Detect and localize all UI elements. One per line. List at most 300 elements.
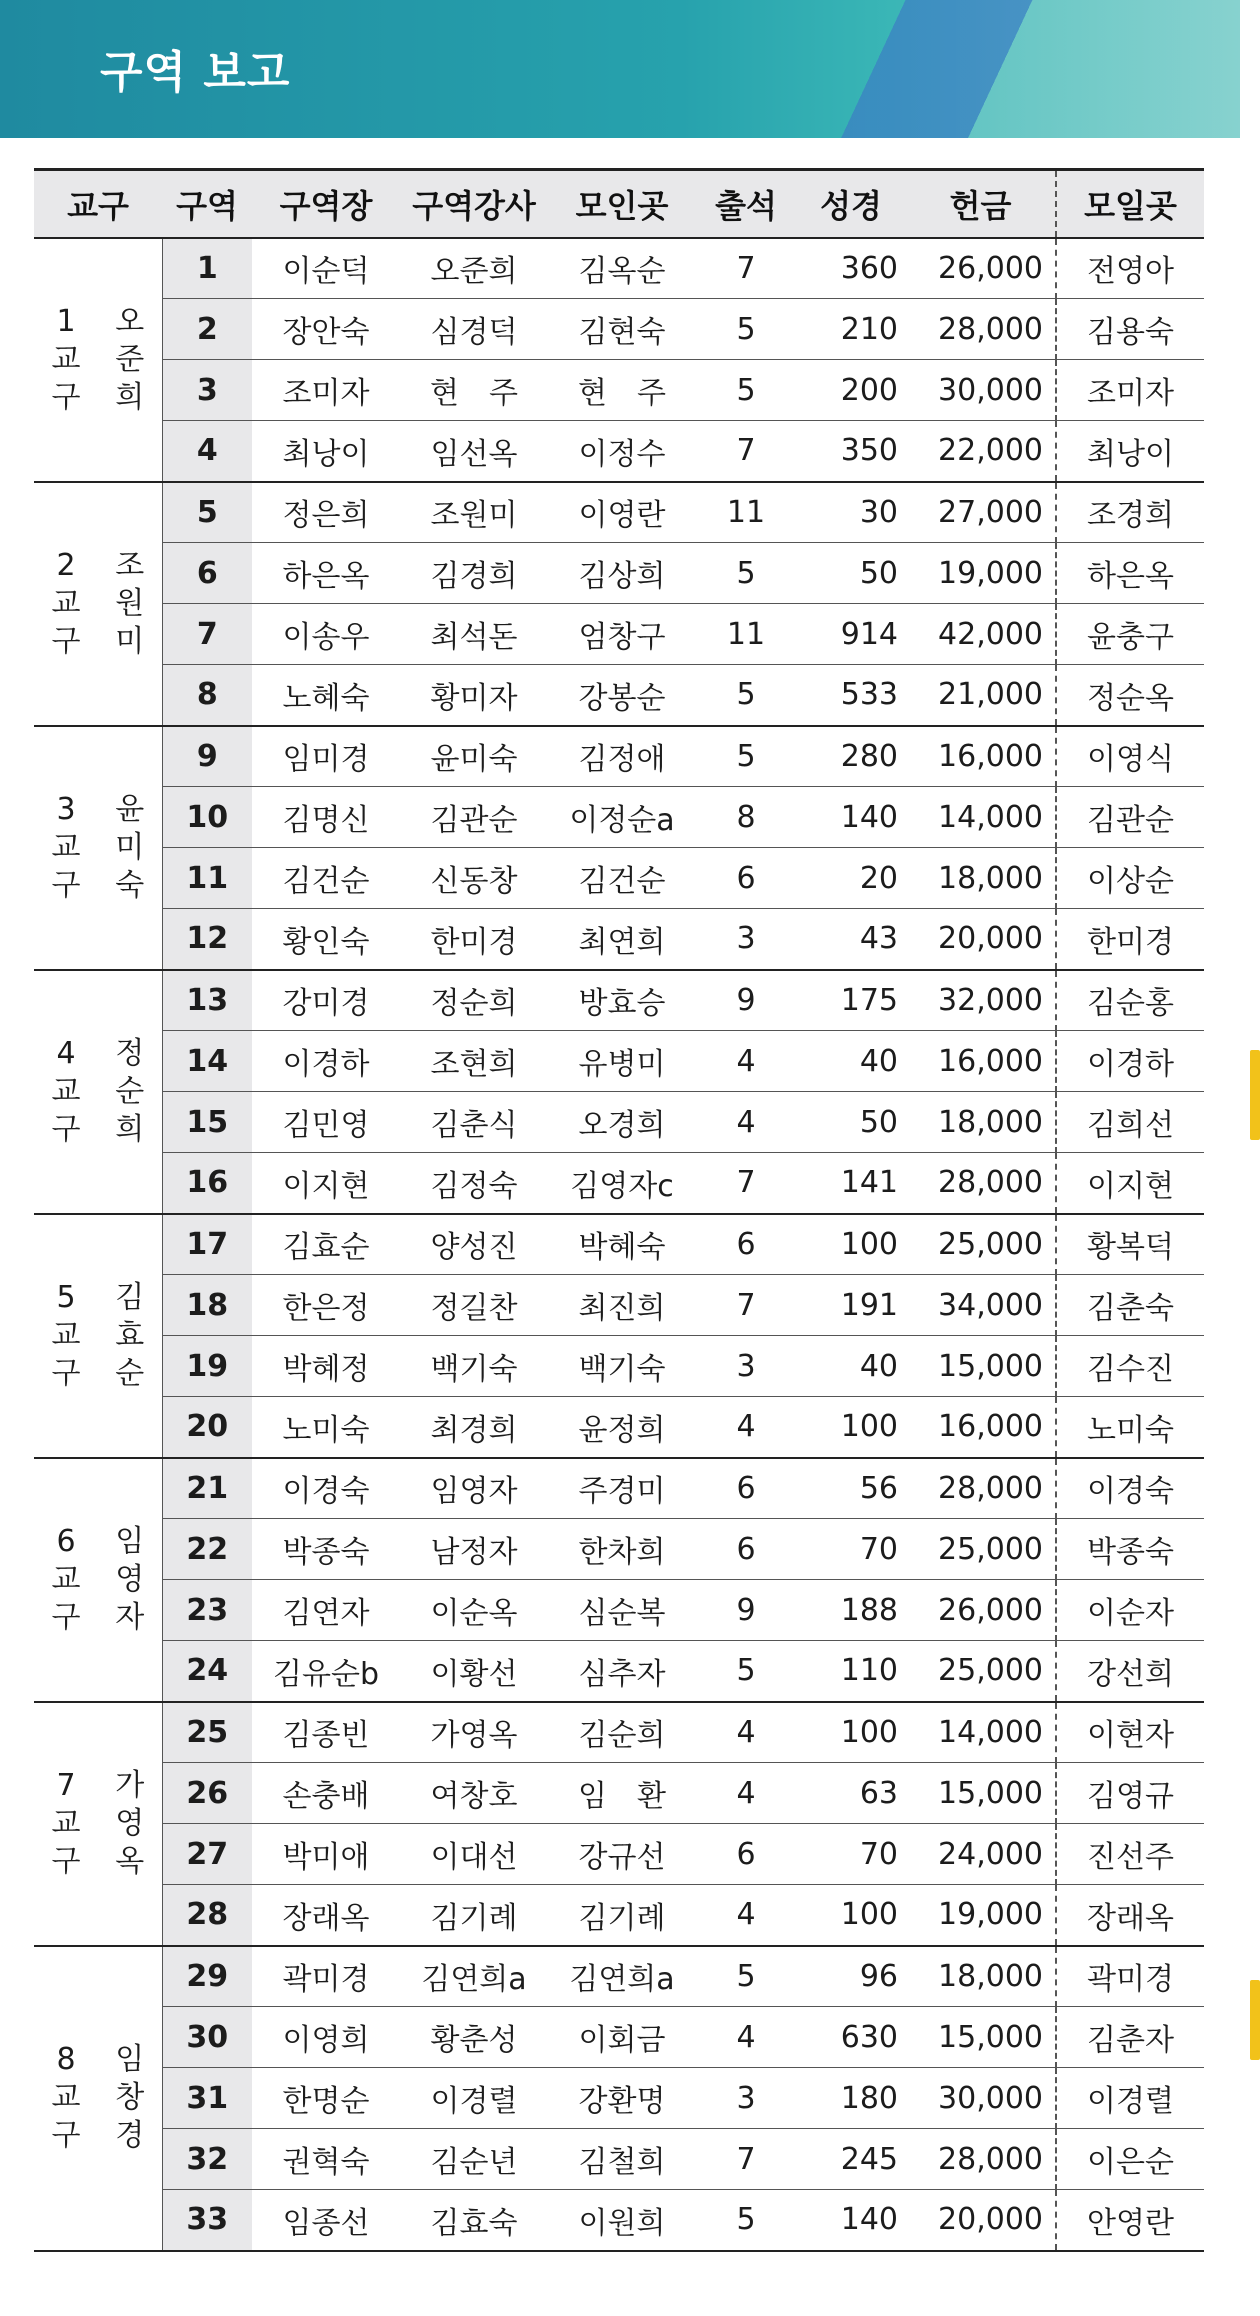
next-meeting-place-cell: 안영란	[1056, 2190, 1204, 2251]
district-number-cell: 17	[162, 1214, 252, 1275]
gyogu-leader-name	[98, 726, 162, 970]
meeting-place-cell: 박혜숙	[548, 1214, 696, 1275]
district-instructor-cell: 신동창	[400, 848, 548, 909]
next-meeting-place-cell: 조미자	[1056, 360, 1204, 421]
bible-reading-cell: 43	[796, 909, 906, 970]
attendance-cell: 7	[696, 238, 796, 299]
offering-cell: 30,000	[906, 2068, 1056, 2129]
offering-cell: 20,000	[906, 909, 1056, 970]
offering-cell: 28,000	[906, 299, 1056, 360]
table-row	[34, 1824, 1204, 1885]
table-row	[34, 604, 1204, 665]
bible-reading-cell: 100	[796, 1885, 906, 1946]
district-number-cell: 32	[162, 2129, 252, 2190]
district-leader-cell: 황인숙	[252, 909, 400, 970]
next-meeting-place-cell: 김춘숙	[1056, 1275, 1204, 1336]
gyogu-label-char: 교	[51, 1317, 81, 1353]
next-meeting-place-cell: 이경숙	[1056, 1458, 1204, 1519]
district-leader-cell: 최낭이	[252, 421, 400, 482]
offering-cell: 18,000	[906, 848, 1056, 909]
gyogu-leader-char: 옥	[115, 1843, 145, 1879]
district-leader-cell: 노미숙	[252, 1397, 400, 1458]
attendance-cell: 5	[696, 665, 796, 726]
gyogu-label-char: 구	[51, 1355, 81, 1391]
attendance-cell: 7	[696, 421, 796, 482]
district-number-cell: 5	[162, 482, 252, 543]
offering-cell: 25,000	[906, 1641, 1056, 1702]
header-guyeok: 구역	[162, 170, 252, 238]
gyogu-leader-char: 영	[115, 1805, 145, 1841]
gyogu-leader-char: 미	[115, 829, 145, 865]
gyogu-label-char: 교	[51, 1073, 81, 1109]
gyogu-label	[34, 482, 98, 726]
gyogu-leader-char: 자	[115, 1599, 145, 1635]
district-number-cell: 25	[162, 1702, 252, 1763]
district-number-cell: 33	[162, 2190, 252, 2251]
bible-reading-cell: 50	[796, 1092, 906, 1153]
offering-cell: 28,000	[906, 1458, 1056, 1519]
meeting-place-cell: 강규선	[548, 1824, 696, 1885]
district-number-cell: 28	[162, 1885, 252, 1946]
district-number-cell: 9	[162, 726, 252, 787]
gyogu-label-char: 7	[56, 1767, 76, 1803]
district-instructor-cell: 김관순	[400, 787, 548, 848]
district-number-cell: 2	[162, 299, 252, 360]
offering-cell: 15,000	[906, 1336, 1056, 1397]
district-number-cell: 23	[162, 1580, 252, 1641]
gyogu-label-char: 교	[51, 829, 81, 865]
table-row	[34, 1397, 1204, 1458]
district-leader-cell: 장안숙	[252, 299, 400, 360]
gyogu-label-char: 6	[56, 1523, 76, 1559]
district-leader-cell: 손충배	[252, 1763, 400, 1824]
meeting-place-cell: 주경미	[548, 1458, 696, 1519]
district-instructor-cell: 남정자	[400, 1519, 548, 1580]
attendance-cell: 5	[696, 2190, 796, 2251]
gyogu-leader-char: 순	[115, 1355, 145, 1391]
next-meeting-place-cell: 김용숙	[1056, 299, 1204, 360]
gyogu-leader-char: 미	[115, 623, 145, 659]
attendance-cell: 5	[696, 1946, 796, 2007]
next-meeting-place-cell: 김춘자	[1056, 2007, 1204, 2068]
next-meeting-place-cell: 김영규	[1056, 1763, 1204, 1824]
gyogu-leader-char: 준	[115, 341, 145, 377]
next-meeting-place-cell: 박종숙	[1056, 1519, 1204, 1580]
district-number-cell: 30	[162, 2007, 252, 2068]
district-leader-cell: 권혁숙	[252, 2129, 400, 2190]
district-instructor-cell: 황미자	[400, 665, 548, 726]
meeting-place-cell: 이정수	[548, 421, 696, 482]
page-edge-marker	[1250, 1980, 1260, 2060]
meeting-place-cell: 이정순a	[548, 787, 696, 848]
page-title: 구역 보고	[100, 47, 291, 98]
district-number-cell: 21	[162, 1458, 252, 1519]
district-number-cell: 12	[162, 909, 252, 970]
header-banner	[0, 0, 1240, 138]
meeting-place-cell: 오경희	[548, 1092, 696, 1153]
table-row	[34, 1946, 1204, 2007]
district-leader-cell: 박미애	[252, 1824, 400, 1885]
district-leader-cell: 김명신	[252, 787, 400, 848]
district-leader-cell: 이순덕	[252, 238, 400, 299]
gyogu-label	[34, 1214, 98, 1458]
gyogu-label-char: 3	[56, 791, 76, 827]
district-instructor-cell: 조현희	[400, 1031, 548, 1092]
table-row	[34, 2190, 1204, 2251]
meeting-place-cell: 최진희	[548, 1275, 696, 1336]
district-instructor-cell: 심경덕	[400, 299, 548, 360]
offering-cell: 18,000	[906, 1946, 1056, 2007]
attendance-cell: 4	[696, 1092, 796, 1153]
gyogu-label	[34, 726, 98, 970]
bible-reading-cell: 100	[796, 1397, 906, 1458]
meeting-place-cell: 강환명	[548, 2068, 696, 2129]
table-row	[34, 1580, 1204, 1641]
meeting-place-cell: 심추자	[548, 1641, 696, 1702]
header-guyeokjang: 구역장	[252, 170, 400, 238]
district-leader-cell: 이지현	[252, 1153, 400, 1214]
district-leader-cell: 노혜숙	[252, 665, 400, 726]
district-instructor-cell: 윤미숙	[400, 726, 548, 787]
district-number-cell: 10	[162, 787, 252, 848]
table-row	[34, 1763, 1204, 1824]
district-leader-cell: 김민영	[252, 1092, 400, 1153]
next-meeting-place-cell: 윤충구	[1056, 604, 1204, 665]
table-row	[34, 2007, 1204, 2068]
district-instructor-cell: 이황선	[400, 1641, 548, 1702]
gyogu-leader-char: 가	[115, 1767, 145, 1803]
gyogu-label-char: 5	[56, 1279, 76, 1315]
offering-cell: 15,000	[906, 2007, 1056, 2068]
table-row	[34, 2129, 1204, 2190]
gyogu-label-char: 4	[56, 1035, 76, 1071]
bible-reading-cell: 63	[796, 1763, 906, 1824]
attendance-cell: 4	[696, 1031, 796, 1092]
bible-reading-cell: 191	[796, 1275, 906, 1336]
offering-cell: 25,000	[906, 1214, 1056, 1275]
offering-cell: 20,000	[906, 2190, 1056, 2251]
gyogu-label-char: 구	[51, 623, 81, 659]
district-instructor-cell: 이순옥	[400, 1580, 548, 1641]
district-instructor-cell: 한미경	[400, 909, 548, 970]
gyogu-label-char: 교	[51, 2080, 81, 2115]
header-moil-place: 모일곳	[1056, 170, 1204, 238]
offering-cell: 24,000	[906, 1824, 1056, 1885]
offering-cell: 19,000	[906, 1885, 1056, 1946]
gyogu-label-char: 교	[51, 585, 81, 621]
meeting-place-cell: 유병미	[548, 1031, 696, 1092]
gyogu-label	[34, 1946, 98, 2251]
bible-reading-cell: 70	[796, 1824, 906, 1885]
next-meeting-place-cell: 이현자	[1056, 1702, 1204, 1763]
gyogu-leader-char: 창	[115, 2080, 145, 2115]
district-number-cell: 19	[162, 1336, 252, 1397]
bible-reading-cell: 110	[796, 1641, 906, 1702]
table-row	[34, 726, 1204, 787]
district-number-cell: 31	[162, 2068, 252, 2129]
attendance-cell: 5	[696, 299, 796, 360]
district-instructor-cell: 김순년	[400, 2129, 548, 2190]
gyogu-label-char: 구	[51, 379, 81, 415]
attendance-cell: 6	[696, 1458, 796, 1519]
gyogu-leader-name	[98, 1946, 162, 2251]
district-instructor-cell: 김경희	[400, 543, 548, 604]
header-bible: 성경	[796, 170, 906, 238]
offering-cell: 32,000	[906, 970, 1056, 1031]
gyogu-label-char: 교	[51, 1805, 81, 1841]
district-instructor-cell: 김효숙	[400, 2190, 548, 2251]
meeting-place-cell: 최연희	[548, 909, 696, 970]
gyogu-label-char: 구	[51, 1843, 81, 1879]
gyogu-leader-char: 윤	[115, 791, 145, 827]
offering-cell: 14,000	[906, 787, 1056, 848]
district-instructor-cell: 백기숙	[400, 1336, 548, 1397]
bible-reading-cell: 188	[796, 1580, 906, 1641]
attendance-cell: 4	[696, 1885, 796, 1946]
district-number-cell: 4	[162, 421, 252, 482]
district-instructor-cell: 황춘성	[400, 2007, 548, 2068]
district-instructor-cell: 현 주	[400, 360, 548, 421]
attendance-cell: 11	[696, 604, 796, 665]
district-leader-cell: 김유순b	[252, 1641, 400, 1702]
meeting-place-cell: 김건순	[548, 848, 696, 909]
next-meeting-place-cell: 이영식	[1056, 726, 1204, 787]
bible-reading-cell: 175	[796, 970, 906, 1031]
attendance-cell: 5	[696, 543, 796, 604]
gyogu-leader-name	[98, 1214, 162, 1458]
next-meeting-place-cell: 진선주	[1056, 1824, 1204, 1885]
offering-cell: 16,000	[906, 726, 1056, 787]
header-attendance: 출석	[696, 170, 796, 238]
offering-cell: 28,000	[906, 1153, 1056, 1214]
meeting-place-cell: 김철희	[548, 2129, 696, 2190]
next-meeting-place-cell: 이지현	[1056, 1153, 1204, 1214]
district-instructor-cell: 양성진	[400, 1214, 548, 1275]
bible-reading-cell: 40	[796, 1336, 906, 1397]
offering-cell: 25,000	[906, 1519, 1056, 1580]
gyogu-label	[34, 1458, 98, 1702]
district-number-cell: 6	[162, 543, 252, 604]
gyogu-label-char: 1	[56, 303, 76, 339]
district-instructor-cell: 김춘식	[400, 1092, 548, 1153]
district-leader-cell: 한명순	[252, 2068, 400, 2129]
district-leader-cell: 정은희	[252, 482, 400, 543]
attendance-cell: 3	[696, 2068, 796, 2129]
header-offering: 헌금	[906, 170, 1056, 238]
offering-cell: 30,000	[906, 360, 1056, 421]
table-row	[34, 543, 1204, 604]
next-meeting-place-cell: 장래옥	[1056, 1885, 1204, 1946]
next-meeting-place-cell: 한미경	[1056, 909, 1204, 970]
next-meeting-place-cell: 강선희	[1056, 1641, 1204, 1702]
attendance-cell: 5	[696, 726, 796, 787]
bible-reading-cell: 30	[796, 482, 906, 543]
district-leader-cell: 이송우	[252, 604, 400, 665]
table-row	[34, 2068, 1204, 2129]
table-row	[34, 1702, 1204, 1763]
district-number-cell: 22	[162, 1519, 252, 1580]
table-row	[34, 1153, 1204, 1214]
bible-reading-cell: 100	[796, 1214, 906, 1275]
meeting-place-cell: 김연희a	[548, 1946, 696, 2007]
meeting-place-cell: 엄창구	[548, 604, 696, 665]
district-leader-cell: 조미자	[252, 360, 400, 421]
attendance-cell: 9	[696, 1580, 796, 1641]
meeting-place-cell: 김순희	[548, 1702, 696, 1763]
table-row	[34, 1458, 1204, 1519]
district-number-cell: 13	[162, 970, 252, 1031]
next-meeting-place-cell: 김희선	[1056, 1092, 1204, 1153]
gyogu-label	[34, 238, 98, 482]
district-instructor-cell: 김정숙	[400, 1153, 548, 1214]
bible-reading-cell: 50	[796, 543, 906, 604]
district-instructor-cell: 조원미	[400, 482, 548, 543]
district-instructor-cell: 가영옥	[400, 1702, 548, 1763]
offering-cell: 16,000	[906, 1397, 1056, 1458]
bible-reading-cell: 533	[796, 665, 906, 726]
gyogu-label-char: 구	[51, 1599, 81, 1635]
district-number-cell: 18	[162, 1275, 252, 1336]
bible-reading-cell: 210	[796, 299, 906, 360]
district-instructor-cell: 임선옥	[400, 421, 548, 482]
district-leader-cell: 임미경	[252, 726, 400, 787]
district-instructor-cell: 이경렬	[400, 2068, 548, 2129]
gyogu-label-char: 교	[51, 1561, 81, 1597]
offering-cell: 15,000	[906, 1763, 1056, 1824]
district-leader-cell: 이경하	[252, 1031, 400, 1092]
district-number-cell: 15	[162, 1092, 252, 1153]
bible-reading-cell: 245	[796, 2129, 906, 2190]
district-leader-cell: 박종숙	[252, 1519, 400, 1580]
meeting-place-cell: 이회금	[548, 2007, 696, 2068]
gyogu-label-char: 구	[51, 867, 81, 903]
table-row	[34, 787, 1204, 848]
bible-reading-cell: 140	[796, 2190, 906, 2251]
district-number-cell: 14	[162, 1031, 252, 1092]
district-leader-cell: 곽미경	[252, 1946, 400, 2007]
meeting-place-cell: 김정애	[548, 726, 696, 787]
attendance-cell: 4	[696, 1763, 796, 1824]
meeting-place-cell: 한차희	[548, 1519, 696, 1580]
table-row	[34, 1214, 1204, 1275]
district-leader-cell: 강미경	[252, 970, 400, 1031]
attendance-cell: 8	[696, 787, 796, 848]
header-guyeok-gangsa: 구역강사	[400, 170, 548, 238]
offering-cell: 22,000	[906, 421, 1056, 482]
meeting-place-cell: 윤정희	[548, 1397, 696, 1458]
offering-cell: 16,000	[906, 1031, 1056, 1092]
gyogu-leader-char: 경	[115, 2118, 145, 2153]
next-meeting-place-cell: 이경렬	[1056, 2068, 1204, 2129]
gyogu-leader-char: 영	[115, 1561, 145, 1597]
table-row	[34, 665, 1204, 726]
attendance-cell: 3	[696, 1336, 796, 1397]
meeting-place-cell: 김기례	[548, 1885, 696, 1946]
table-row	[34, 1641, 1204, 1702]
attendance-cell: 5	[696, 1641, 796, 1702]
offering-cell: 26,000	[906, 238, 1056, 299]
district-leader-cell: 하은옥	[252, 543, 400, 604]
gyogu-leader-name	[98, 1458, 162, 1702]
district-number-cell: 3	[162, 360, 252, 421]
attendance-cell: 7	[696, 1153, 796, 1214]
gyogu-leader-char: 오	[115, 303, 145, 339]
table-header-row	[34, 170, 1204, 238]
bible-reading-cell: 96	[796, 1946, 906, 2007]
bible-reading-cell: 20	[796, 848, 906, 909]
next-meeting-place-cell: 이경하	[1056, 1031, 1204, 1092]
gyogu-leader-char: 임	[115, 2042, 145, 2077]
district-number-cell: 11	[162, 848, 252, 909]
attendance-cell: 6	[696, 1824, 796, 1885]
district-leader-cell: 김종빈	[252, 1702, 400, 1763]
meeting-place-cell: 강봉순	[548, 665, 696, 726]
page-edge-marker	[1250, 1050, 1260, 1140]
gyogu-label	[34, 1702, 98, 1946]
next-meeting-place-cell: 최낭이	[1056, 421, 1204, 482]
offering-cell: 14,000	[906, 1702, 1056, 1763]
offering-cell: 34,000	[906, 1275, 1056, 1336]
table-row	[34, 482, 1204, 543]
attendance-cell: 4	[696, 2007, 796, 2068]
table-row	[34, 848, 1204, 909]
offering-cell: 21,000	[906, 665, 1056, 726]
gyogu-label-char: 2	[56, 547, 76, 583]
district-instructor-cell: 오준희	[400, 238, 548, 299]
offering-cell: 26,000	[906, 1580, 1056, 1641]
next-meeting-place-cell: 정순옥	[1056, 665, 1204, 726]
district-number-cell: 1	[162, 238, 252, 299]
offering-cell: 28,000	[906, 2129, 1056, 2190]
attendance-cell: 4	[696, 1702, 796, 1763]
gyogu-leader-name	[98, 1702, 162, 1946]
attendance-cell: 5	[696, 360, 796, 421]
gyogu-leader-char: 정	[115, 1035, 145, 1071]
next-meeting-place-cell: 이순자	[1056, 1580, 1204, 1641]
next-meeting-place-cell: 이은순	[1056, 2129, 1204, 2190]
meeting-place-cell: 김옥순	[548, 238, 696, 299]
district-number-cell: 16	[162, 1153, 252, 1214]
bible-reading-cell: 630	[796, 2007, 906, 2068]
district-number-cell: 24	[162, 1641, 252, 1702]
attendance-cell: 11	[696, 482, 796, 543]
offering-cell: 27,000	[906, 482, 1056, 543]
bible-reading-cell: 350	[796, 421, 906, 482]
attendance-cell: 7	[696, 2129, 796, 2190]
next-meeting-place-cell: 곽미경	[1056, 1946, 1204, 2007]
district-leader-cell: 김건순	[252, 848, 400, 909]
meeting-place-cell: 임 환	[548, 1763, 696, 1824]
bible-reading-cell: 280	[796, 726, 906, 787]
gyogu-leader-char: 원	[115, 585, 145, 621]
district-instructor-cell: 김기례	[400, 1885, 548, 1946]
gyogu-leader-char: 희	[115, 379, 145, 415]
table-row	[34, 1519, 1204, 1580]
district-number-cell: 29	[162, 1946, 252, 2007]
table-body	[34, 238, 1204, 2251]
district-leader-cell: 박혜정	[252, 1336, 400, 1397]
attendance-cell: 7	[696, 1275, 796, 1336]
gyogu-leader-char: 임	[115, 1523, 145, 1559]
banner-decoration	[700, 0, 1240, 138]
table-row	[34, 1031, 1204, 1092]
table-row	[34, 909, 1204, 970]
bible-reading-cell: 40	[796, 1031, 906, 1092]
offering-cell: 19,000	[906, 543, 1056, 604]
table-row	[34, 360, 1204, 421]
district-instructor-cell: 최경희	[400, 1397, 548, 1458]
district-leader-cell: 한은정	[252, 1275, 400, 1336]
